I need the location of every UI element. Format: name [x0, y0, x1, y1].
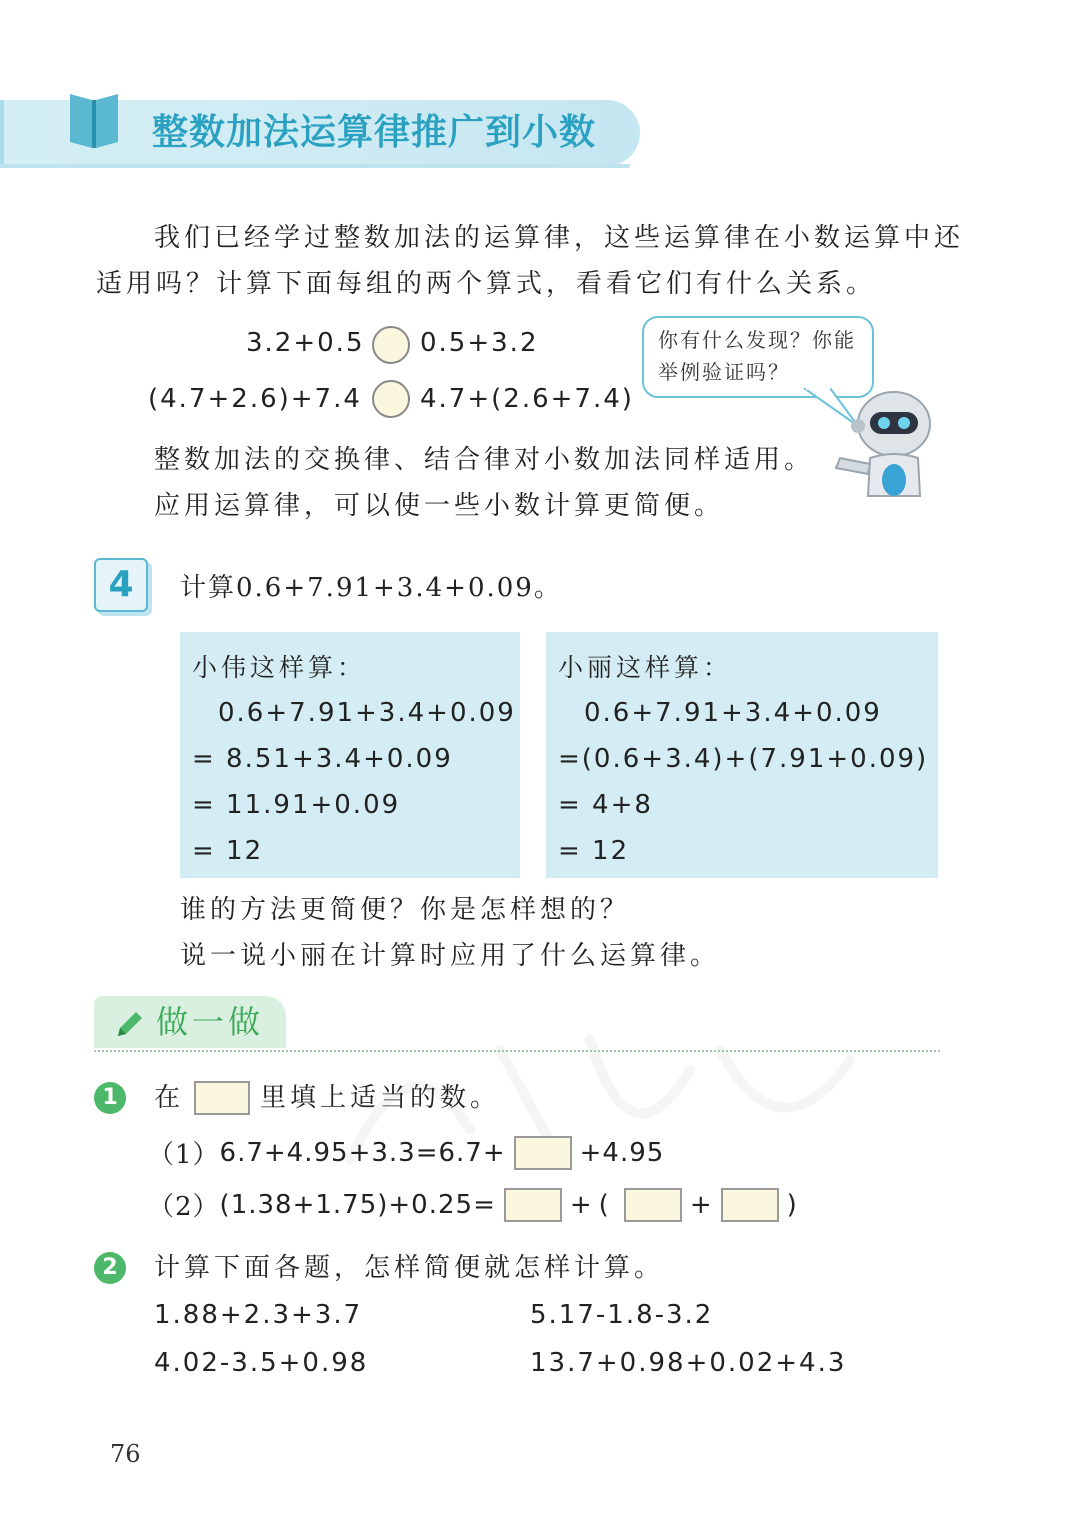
- comparison-1-left: 3.2+0.5: [246, 328, 365, 358]
- q1-item-2-blank-3[interactable]: [721, 1188, 779, 1222]
- bubble-line-2: 举例验证吗？: [658, 360, 790, 384]
- conclusion-line-1: 整数加法的交换律、结合律对小数加法同样适用。: [154, 445, 815, 475]
- q1-item-2-blank-1[interactable]: [504, 1188, 562, 1222]
- exercise-2: 5.17-1.8-3.2: [530, 1300, 714, 1330]
- q1-item-2-left: (1.38+1.75)+0.25=: [219, 1189, 496, 1220]
- q1-example-blank: [194, 1081, 250, 1115]
- q1-prefix: 在: [154, 1083, 185, 1113]
- intro-line-1: 我们已经学过整数加法的运算律，这些运算律在小数运算中还: [154, 223, 965, 253]
- xiaoli-calc-box: [546, 632, 938, 878]
- xiaoli-line-1: 0.6+7.91+3.4+0.09: [584, 698, 882, 728]
- compare-circle-2[interactable]: [372, 380, 410, 418]
- q1-item-2-close: ): [786, 1189, 798, 1220]
- comparison-2-right: 4.7+(2.6+7.4): [420, 384, 634, 414]
- practice-header: 做一做: [156, 1003, 265, 1041]
- comparison-2-left: (4.7+2.6)+7.4: [148, 384, 362, 414]
- book-icon: [66, 88, 122, 152]
- xiaowei-line-1: 0.6+7.91+3.4+0.09: [218, 698, 516, 728]
- example-number-badge: 4: [94, 558, 148, 612]
- question-1-prompt: [154, 1076, 500, 1120]
- example-question-1: 谁的方法更简便？你是怎样想的？: [180, 895, 631, 925]
- xiaoli-line-4: = 12: [558, 836, 630, 866]
- comparison-1-right: 0.5+3.2: [420, 328, 539, 358]
- bubble-line-1: 你有什么发现？你能: [658, 328, 856, 352]
- pencil-icon: [112, 1006, 148, 1042]
- xiaoli-line-3: = 4+8: [558, 790, 653, 820]
- example-prompt: 计算0.6+7.91+3.4+0.09。: [180, 573, 562, 603]
- example-question-2: 说一说小丽在计算时应用了什么运算律。: [180, 941, 721, 971]
- speech-bubble: [642, 316, 874, 398]
- xiaoli-line-2: =(0.6+3.4)+(7.91+0.09): [558, 744, 929, 774]
- xiaowei-name: 小伟这样算：: [192, 653, 367, 682]
- xiaowei-calc-box: [180, 632, 520, 878]
- title-banner-edge: [0, 164, 630, 168]
- page-number: 76: [110, 1440, 141, 1468]
- q1-item-1-right: +4.95: [579, 1137, 665, 1168]
- page-title: 整数加法运算律推广到小数: [152, 111, 597, 153]
- xiaoli-name: 小丽这样算：: [558, 653, 733, 682]
- question-2-prompt: 计算下面各题，怎样简便就怎样计算。: [154, 1253, 665, 1283]
- intro-line-2: 适用吗？计算下面每组的两个算式，看看它们有什么关系。: [96, 269, 877, 299]
- q1-item-1-blank[interactable]: [514, 1136, 572, 1170]
- q1-item-2-plus-1: +: [569, 1189, 593, 1220]
- robot-icon: [834, 388, 934, 498]
- conclusion-line-2: 应用运算律，可以使一些小数计算更简便。: [154, 491, 725, 521]
- compare-circle-1[interactable]: [372, 326, 410, 364]
- exercise-4: 13.7+0.98+0.02+4.3: [530, 1348, 847, 1378]
- question-2-badge: 2: [94, 1252, 126, 1284]
- q1-item-2-blank-2[interactable]: [624, 1188, 682, 1222]
- xiaowei-line-3: = 11.91+0.09: [192, 790, 401, 820]
- exercise-1: 1.88+2.3+3.7: [154, 1300, 363, 1330]
- q1-item-2: [148, 1186, 798, 1223]
- practice-divider: [94, 1050, 940, 1052]
- q1-item-1: [148, 1134, 664, 1171]
- xiaowei-line-4: = 12: [192, 836, 264, 866]
- q1-item-1-label: （1）: [148, 1140, 220, 1170]
- xiaowei-line-2: = 8.51+3.4+0.09: [192, 744, 453, 774]
- q1-item-2-plus-2: +: [689, 1189, 713, 1220]
- exercise-3: 4.02-3.5+0.98: [154, 1348, 369, 1378]
- q1-item-2-label: （2）: [148, 1192, 220, 1222]
- question-1-badge: 1: [94, 1082, 126, 1114]
- q1-item-2-open: (: [598, 1189, 610, 1220]
- q1-item-1-left: 6.7+4.95+3.3=6.7+: [219, 1137, 506, 1168]
- q1-suffix: 里填上适当的数。: [260, 1083, 501, 1113]
